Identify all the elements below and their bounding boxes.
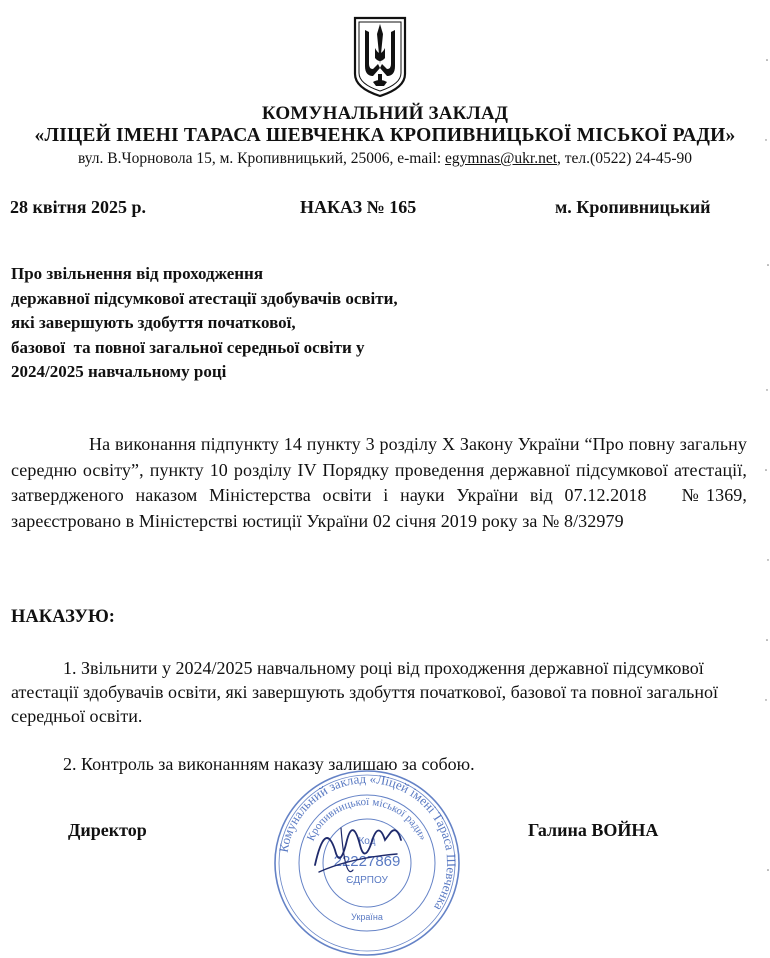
email-link[interactable]: egymnas@ukr.net [445,150,558,167]
seal-code-label: Код [358,836,376,847]
subject-line: Про звільнення від проходження [11,264,264,283]
signatory-name: Галина ВОЙНА [528,820,659,840]
order-date: 28 квітня 2025 р. [10,197,147,217]
order-subject [11,262,571,385]
order-item-1: 1. Звільнити у 2024/2025 навчальному році від проходження державної підсумкової атестації здобувачів освіти, які завершують здобуття початкової, базової та повної загальної середньої освіти. [11,658,718,726]
subject-line: 2024/2025 навчальному році [11,362,227,381]
order-city: м. Кропивницький [555,197,711,217]
preamble-paragraph: На виконання підпункту 14 пункту 3 розділу Х Закону України “Про повну загальну середню освіту”, пункту 10 розділу IV Порядку проведення державної підсумкової атестації, затвердженого наказом Міністерства освіти і науки України від 07.12.2018 №1369, зареєстровано в Міністерстві юстиції України 02 січня 2019 року за № 8/32979 [11,434,752,531]
seal-code-value: 22227869 [333,853,401,870]
handwritten-signature [305,810,415,890]
order-heading: НАКАЗУЮ: [11,607,115,627]
phone-text: , тел.(0522) 24-45-90 [557,150,693,167]
scan-edge-artifact [764,0,770,957]
subject-line: базової та повної загальної середньої освіти у [11,337,365,357]
institution-address [0,150,770,168]
institution-type: КОМУНАЛЬНИЙ ЗАКЛАД [261,103,509,124]
seal-registry-label: ЄДРПОУ [346,875,388,886]
seal-outer-text: Комунальний заклад «Ліцей імені Тараса Шевченка [275,770,460,914]
subject-line: які завершують здобуття початкової, [11,313,296,332]
seal-inner-text: Кропивницької міської ради» [304,795,429,843]
signatory-title: Директор [68,820,147,840]
seal-country-label: Україна [351,912,383,922]
order-item-2: 2. Контроль за виконанням наказу залишаю за собою. [63,754,475,774]
address-text: вул. В.Чорновола 15, м. Кропивницький, 25006, e-mail: [77,150,446,167]
tryzub-coat-of-arms-icon [351,14,409,100]
subject-line: державної підсумкової атестації здобувачів освіти, [11,288,398,308]
institution-name: «ЛІЦЕЙ ІМЕНІ ТАРАСА ШЕВЧЕНКА КРОПИВНИЦЬКОЇ МІСЬКОЇ РАДИ» [34,125,736,146]
order-number: НАКАЗ № 165 [300,197,417,217]
